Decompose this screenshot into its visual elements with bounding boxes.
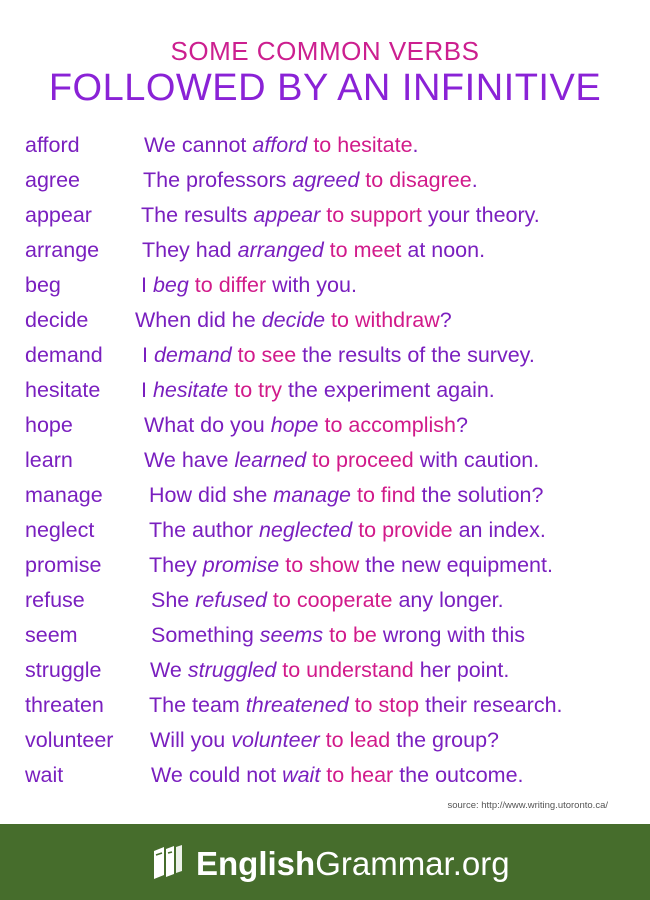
sentence-verb: threatened — [245, 693, 349, 717]
verb-row — [0, 338, 650, 373]
sentence-infinitive: to try — [228, 378, 283, 402]
sentence-end: any longer. — [392, 588, 504, 612]
brand-logo-text — [196, 844, 510, 884]
verb-row — [0, 723, 650, 758]
sentence-verb: hope — [270, 413, 319, 437]
verb-row — [0, 583, 650, 618]
sentence-end: wrong with this — [376, 623, 526, 647]
example-sentence — [151, 758, 524, 793]
sentence-end: the experiment again. — [282, 378, 495, 402]
sentence-start: Will you — [150, 728, 232, 752]
verb-row — [0, 408, 650, 443]
open-book-icon — [150, 841, 190, 881]
sentence-end: an index. — [452, 518, 546, 542]
verb-row — [0, 128, 650, 163]
sentence-start: They had — [142, 238, 238, 262]
verb-word: promise — [25, 553, 102, 577]
sentence-verb: seems — [259, 623, 324, 647]
verb-word: refuse — [25, 588, 85, 612]
sentence-verb: promise — [202, 553, 280, 577]
example-sentence — [151, 583, 504, 618]
sentence-end: the outcome. — [393, 763, 524, 787]
example-sentence — [144, 128, 419, 163]
verb-word: learn — [25, 448, 73, 472]
sentence-infinitive: to be — [323, 623, 377, 647]
sentence-end: ? — [455, 413, 468, 437]
sentence-start: I — [141, 273, 153, 297]
sentence-end: at noon. — [401, 238, 486, 262]
sentence-start: When did he — [135, 308, 262, 332]
sentence-end: with caution. — [413, 448, 540, 472]
page-title: FOLLOWED BY AN INFINITIVE — [48, 67, 602, 109]
sentence-verb: wait — [282, 763, 321, 787]
sentence-verb: decide — [261, 308, 326, 332]
sentence-start: How did she — [149, 483, 274, 507]
verb-row — [0, 443, 650, 478]
sentence-infinitive: to meet — [323, 238, 402, 262]
example-sentence — [135, 303, 452, 338]
verb-word: afford — [25, 133, 80, 157]
verb-row — [0, 653, 650, 688]
sentence-start: What do you — [144, 413, 271, 437]
sentence-start: The results — [141, 203, 254, 227]
source-credit: source: http://www.writing.utoronto.ca/ — [447, 800, 608, 811]
sentence-start: The team — [149, 693, 246, 717]
sentence-infinitive: to disagree — [359, 168, 472, 192]
sentence-infinitive: to see — [231, 343, 297, 367]
sentence-infinitive: to show — [279, 553, 360, 577]
verb-word: hesitate — [25, 378, 101, 402]
verb-word: seem — [25, 623, 78, 647]
sentence-verb: hesitate — [152, 378, 229, 402]
sentence-end: with you. — [266, 273, 357, 297]
sentence-start: They — [149, 553, 203, 577]
sentence-end: the solution? — [415, 483, 544, 507]
sentence-infinitive: to hear — [320, 763, 394, 787]
sentence-verb: manage — [273, 483, 351, 507]
verb-word: threaten — [25, 693, 104, 717]
sentence-verb: struggled — [187, 658, 277, 682]
sentence-verb: appear — [253, 203, 321, 227]
example-sentence — [142, 233, 485, 268]
verb-row — [0, 233, 650, 268]
sentence-start: I — [142, 343, 154, 367]
sentence-verb: afford — [252, 133, 308, 157]
example-sentence — [149, 548, 553, 583]
sentence-verb: demand — [153, 343, 232, 367]
example-sentence — [151, 618, 525, 653]
sentence-infinitive: to withdraw — [325, 308, 440, 332]
example-sentence — [141, 198, 540, 233]
sentence-infinitive: to provide — [352, 518, 453, 542]
example-sentence — [149, 513, 546, 548]
sentence-start: We — [150, 658, 188, 682]
sentence-infinitive: to hesitate — [307, 133, 413, 157]
verb-word: beg — [25, 273, 61, 297]
brand-regular: Grammar.org — [315, 845, 510, 882]
brand-bold: English — [196, 845, 316, 882]
sentence-start: We have — [144, 448, 235, 472]
sentence-end: her point. — [413, 658, 510, 682]
sentence-infinitive: to proceed — [306, 448, 414, 472]
sentence-end: . — [471, 168, 478, 192]
sentence-infinitive: to support — [320, 203, 422, 227]
verb-word: wait — [25, 763, 64, 787]
sentence-end: . — [412, 133, 419, 157]
verb-row — [0, 373, 650, 408]
verb-word: hope — [25, 413, 73, 437]
sentence-infinitive: to find — [351, 483, 416, 507]
example-sentence — [150, 653, 509, 688]
example-sentence — [149, 688, 563, 723]
verb-word: demand — [25, 343, 103, 367]
example-sentence — [143, 163, 478, 198]
sentence-end: their research. — [419, 693, 563, 717]
sentence-start: The professors — [143, 168, 293, 192]
verb-word: appear — [25, 203, 92, 227]
example-sentence — [149, 478, 543, 513]
verb-word: volunteer — [25, 728, 114, 752]
verb-row — [0, 268, 650, 303]
verb-word: neglect — [25, 518, 95, 542]
sentence-infinitive: to understand — [276, 658, 414, 682]
subtitle: SOME COMMON VERBS — [170, 36, 480, 66]
verb-row — [0, 478, 650, 513]
footer-banner — [0, 824, 650, 900]
verb-row — [0, 163, 650, 198]
sentence-infinitive: to lead — [319, 728, 391, 752]
sentence-start: Something — [151, 623, 260, 647]
sentence-verb: refused — [195, 588, 267, 612]
sentence-verb: agreed — [292, 168, 360, 192]
sentence-end: the results of the survey. — [296, 343, 535, 367]
sentence-end: the group? — [390, 728, 499, 752]
sentence-start: We cannot — [144, 133, 253, 157]
verb-row — [0, 303, 650, 338]
verb-row — [0, 513, 650, 548]
verb-word: struggle — [25, 658, 102, 682]
verb-row — [0, 758, 650, 793]
verb-row — [0, 548, 650, 583]
sentence-verb: arranged — [237, 238, 324, 262]
sentence-verb: beg — [152, 273, 189, 297]
sentence-end: the new equipment. — [359, 553, 553, 577]
sentence-infinitive: to accomplish — [318, 413, 456, 437]
sentence-infinitive: to stop — [348, 693, 420, 717]
example-sentence — [141, 268, 357, 303]
sentence-infinitive: to differ — [188, 273, 267, 297]
sentence-infinitive: to cooperate — [266, 588, 393, 612]
verb-word: agree — [25, 168, 80, 192]
verb-row — [0, 618, 650, 653]
verb-row — [0, 688, 650, 723]
sentence-verb: learned — [234, 448, 307, 472]
sentence-start: We could not — [151, 763, 283, 787]
verb-word: manage — [25, 483, 103, 507]
sentence-end: your theory. — [421, 203, 540, 227]
sentence-start: She — [151, 588, 196, 612]
example-sentence — [141, 373, 495, 408]
example-sentence — [144, 443, 539, 478]
verb-row — [0, 198, 650, 233]
example-sentence — [142, 338, 535, 373]
sentence-verb: volunteer — [231, 728, 320, 752]
verb-word: arrange — [25, 238, 100, 262]
example-sentence — [150, 723, 499, 758]
sentence-end: ? — [439, 308, 452, 332]
verb-word: decide — [25, 308, 89, 332]
sentence-start: The author — [149, 518, 259, 542]
sentence-verb: neglected — [258, 518, 353, 542]
example-sentence — [144, 408, 468, 443]
sentence-start: I — [141, 378, 153, 402]
